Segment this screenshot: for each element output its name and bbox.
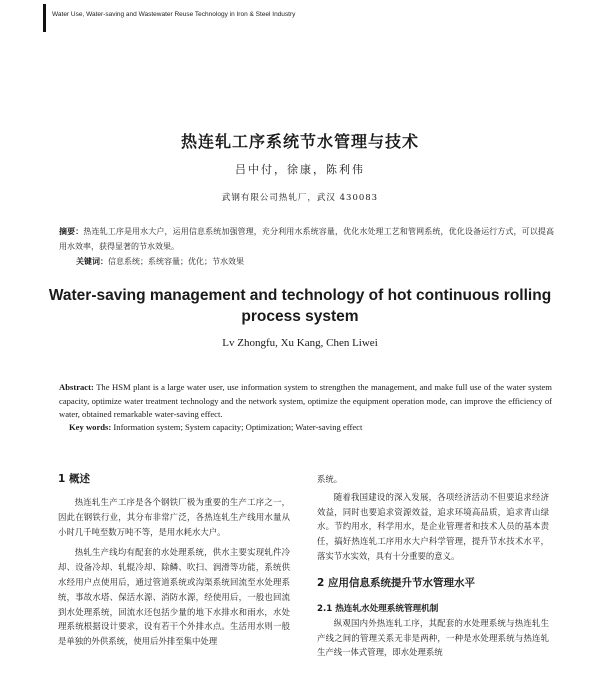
- running-header: Water Use, Water-saving and Wastewater Reuse Technology in Iron & Steel Industry: [52, 11, 296, 18]
- authors-en: Lv Zhongfu, Xu Kang, Chen Liwei: [222, 337, 378, 349]
- keywords-cn-label: 关键词：: [76, 257, 108, 266]
- paper-title-en-line1: Water-saving management and technology of hot continuous rolling: [48, 287, 552, 304]
- paragraph-4: 随着我国建设的深入发展，各项经济活动不但要追求经济效益，同时也要追求资源效益，追求环境高品质，追求青山绿水。节约用水，科学用水，是企业管理者和技术人员的基本责任，搞好热连轧工序用水大户科学管理，提升节水技术水平，落实节水实效，具有十分重要的意义。: [317, 491, 549, 561]
- authors-cn: 吕中付，徐康，陈利伟: [235, 163, 365, 176]
- keywords-en-label: Key words:: [69, 422, 112, 432]
- body-column-right: [317, 472, 549, 660]
- section-1-heading: 1 概述: [58, 473, 90, 485]
- keywords-cn: [76, 256, 556, 268]
- paper-title-cn: 热连轧工序系统节水管理与技术: [180, 132, 419, 151]
- paragraph-2: 热轧生产线均有配套的水处理系统，供水主要实现轧件冷却、设备冷却、轧辊冷却、除鳞、吹扫、润滑等功能，系统供水经用户点使用后，通过管道系统或沟渠系统回流至水处理系统，事故水塔、保活水源、消防水源，经使用后，一般也回流到水处理系统，回流水还包括少量的地下水排水和雨水，水处理系统根据设计要求，设有若干个外排水点。生活用水则一般是单独的外供系统，使用后外排至集中处理: [58, 547, 290, 647]
- paper-title-en-line2: process system: [241, 308, 359, 325]
- keywords-cn-text: 信息系统；系统容量；优化；节水效果: [108, 257, 244, 266]
- paper-title-en: [40, 285, 560, 327]
- abstract-en: [59, 381, 552, 422]
- abstract-cn: [59, 224, 554, 254]
- abstract-en-label: Abstract:: [59, 382, 94, 392]
- subsection-2-1-heading: 2.1 热连轧水处理系统管理机制: [317, 603, 439, 614]
- keywords-en-text: Information system; System capacity; Optimization; Water-saving effect: [113, 422, 363, 432]
- abstract-cn-label: 摘要：: [59, 227, 84, 236]
- body-column-left: [58, 472, 290, 649]
- section-2-heading: 2 应用信息系统提升节水管理水平: [317, 576, 475, 589]
- paragraph-5: 纵观国内外热连轧工序，其配套的水处理系统与热连轧生产线之间的管理关系无非是两种，一种是水处理系统与热连轧生产线一体式管理，即水处理系统: [317, 617, 549, 658]
- affiliation-cn: 武钢有限公司热轧厂，武汉 430083: [221, 193, 379, 203]
- header-rule: [43, 4, 46, 32]
- paragraph-3: 系统。: [317, 474, 343, 484]
- keywords-en: [69, 421, 549, 434]
- abstract-cn-text: 热连轧工序是用水大户，运用信息系统加强管理，充分利用水系统容量，优化水处理工艺和管网系统，优化设备运行方式，可以提高用水效率，获得显著的节水效果。: [59, 227, 555, 251]
- abstract-en-text: The HSM plant is a large water user, use information system to strengthen the management, and make full use of the water system capacity, optimize water treatment technology and the network system, optimize the equipment operation mode, can improve the efficiency of water, obtained remarkable water-saving effect.: [59, 382, 552, 419]
- paragraph-1: 热连轧生产工序是各个钢铁厂极为重要的生产工序之一，因此在钢铁行业，其分布非常广泛，各热连轧生产线用水量从小时几千吨至数万吨不等，是用水耗水大户。: [58, 497, 290, 537]
